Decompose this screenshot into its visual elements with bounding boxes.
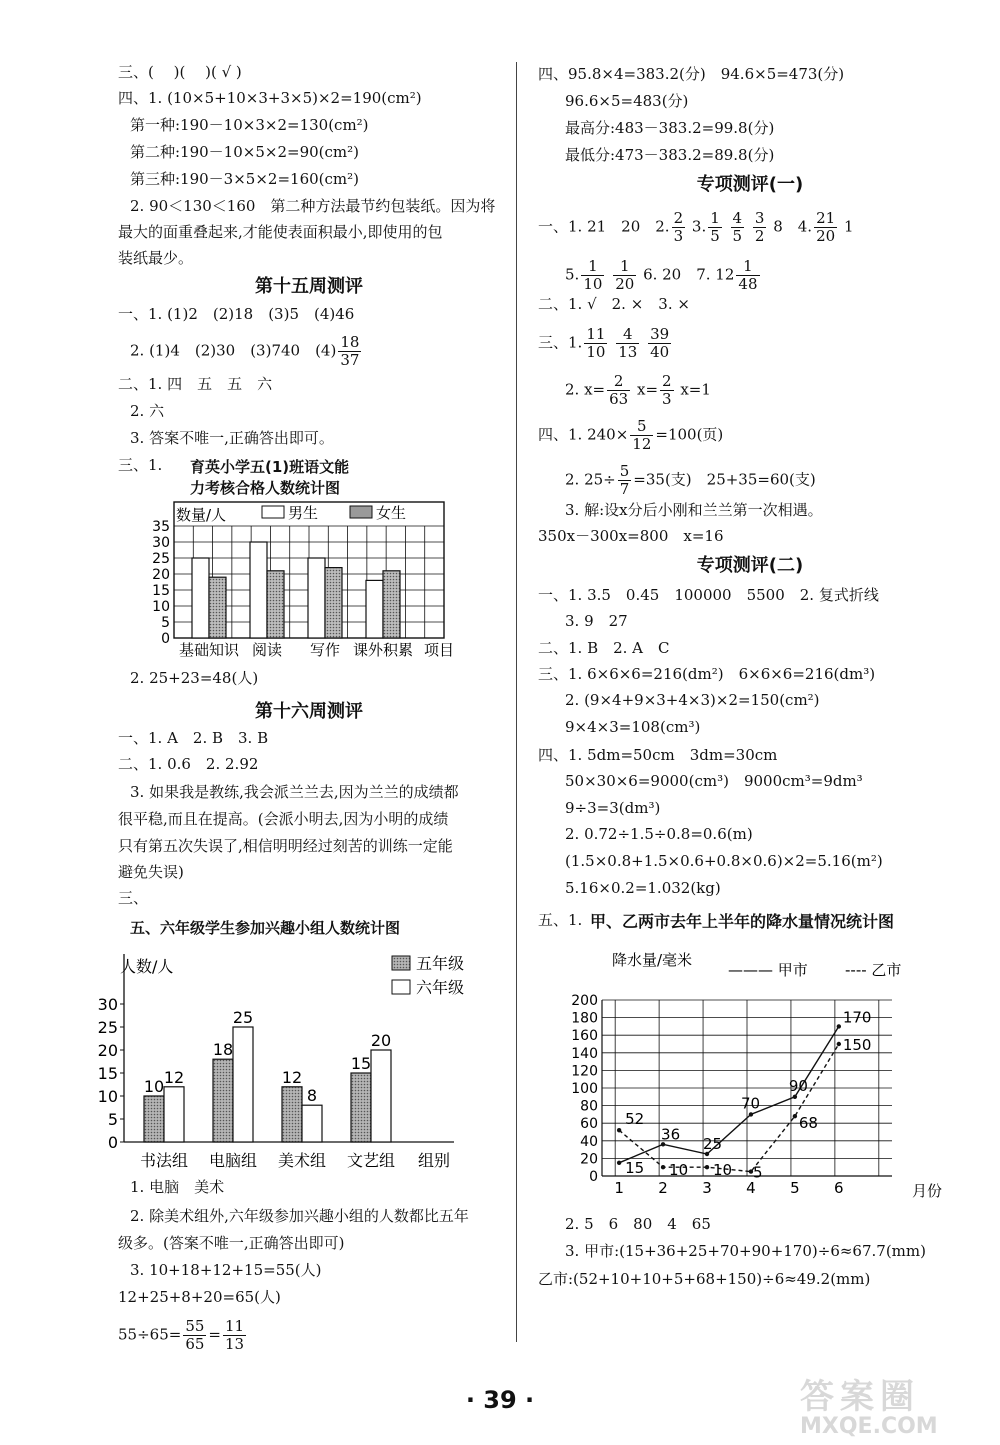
data-point xyxy=(837,1024,841,1028)
data-label: 10 xyxy=(143,1077,165,1096)
fraction: $\frac{21}{20}$ xyxy=(816,209,836,245)
answer-line: 三、( )( )( √ ) xyxy=(118,63,242,81)
answer-line: 三、1. xyxy=(118,456,163,474)
x-tick-label: 美术组 xyxy=(277,1151,327,1170)
answer-line: 2. 90＜130＜160 第二种方法最节约包装纸。因为将 xyxy=(130,197,496,215)
y-tick-label: 0 xyxy=(161,631,170,647)
legend-label: ——— 甲市 xyxy=(728,961,808,979)
data-point xyxy=(705,1165,709,1169)
data-point xyxy=(793,1095,797,1099)
data-label: 70 xyxy=(740,1094,761,1113)
y-tick-label: 30 xyxy=(152,535,170,551)
answer-line: 12+25+8+20=65(人) xyxy=(118,1288,281,1306)
answer-line: 3. 解:设x分后小刚和兰兰第一次相遇。 xyxy=(565,501,823,519)
answer-line: 3. 10+18+12+15=55(人) xyxy=(130,1261,322,1279)
y-tick-label: 60 xyxy=(580,1116,598,1133)
answer-line: 只有第五次失误了,相信明明经过刻苦的训练一定能 xyxy=(118,837,453,855)
answer-line: 级多。(答案不唯一,正确答出即可) xyxy=(118,1234,345,1252)
answer-line: 9÷3=3(dm³) xyxy=(565,799,661,817)
y-tick-label: 160 xyxy=(571,1028,598,1045)
y-tick-label: 5 xyxy=(107,1110,118,1129)
x-tick-label: 4 xyxy=(746,1179,756,1197)
data-label: 52 xyxy=(625,1110,645,1129)
y-axis-label: 数量/人 xyxy=(176,506,227,524)
y-tick-label: 25 xyxy=(152,551,170,567)
data-point xyxy=(617,1161,621,1165)
bar xyxy=(351,1073,371,1142)
data-label: 36 xyxy=(661,1125,681,1144)
x-tick-label: 课外积累 xyxy=(352,641,414,659)
x-tick-label: 写作 xyxy=(309,641,341,659)
data-label: 12 xyxy=(281,1067,303,1087)
bar xyxy=(325,568,342,638)
answer-line: 55÷65= $\frac{55}{65}$ = $\frac{11}{13}$ xyxy=(118,1317,245,1353)
legend-label: 五年级 xyxy=(416,954,465,973)
y-tick-label: 0 xyxy=(107,1133,118,1152)
data-label: 5 xyxy=(752,1163,763,1182)
answer-line: 四、1. 240× $\frac{5}{12}$ =100(页) xyxy=(538,417,724,453)
x-tick-label: 书法组 xyxy=(139,1151,189,1170)
answer-line: 2. 25+23=48(人) xyxy=(130,669,259,687)
answer-line: 避免失误) xyxy=(118,863,184,881)
data-point xyxy=(837,1042,841,1046)
y-tick-label: 20 xyxy=(152,567,170,583)
answer-line: 三、1. $\frac{11}{10}$ $\frac{4}{13}$ $\frac{39}{40}$ xyxy=(538,325,670,361)
fraction: $\frac{3}{2}$ xyxy=(754,209,765,245)
answer-line: 二、1. 四 五 五 六 xyxy=(118,375,273,393)
answer-line: 四、95.8×4=383.2(分) 94.6×5=473(分) xyxy=(538,65,845,83)
answer-line: 2. 25÷ $\frac{5}{7}$ =35(支) 25+35=60(支) xyxy=(565,462,816,498)
answer-line: 5. $\frac{1}{10}$ $\frac{1}{20}$ 6. 20 7. 12 $\frac{1}{48}$ xyxy=(565,257,758,293)
answer-line: 最高分:483－383.2=99.8(分) xyxy=(565,119,775,137)
data-point xyxy=(793,1114,797,1118)
answer-line: 2. x= $\frac{2}{63}$ x= $\frac{2}{3}$ x=1 xyxy=(565,372,711,408)
answer-line: 三、 xyxy=(118,889,149,907)
y-tick-label: 200 xyxy=(571,993,598,1009)
y-tick-label: 10 xyxy=(97,1087,118,1106)
data-point xyxy=(661,1165,665,1169)
answer-line: 第二种:190－10×5×2=90(cm²) xyxy=(130,143,359,161)
answer-line: 2. 除美术组外,六年级参加兴趣小组的人数都比五年 xyxy=(130,1207,469,1225)
data-label: 18 xyxy=(212,1040,234,1060)
bar xyxy=(250,542,267,638)
answer-line: 第三种:190－3×5×2=160(cm²) xyxy=(130,170,359,188)
chart-title: 育英小学五(1)班语文能 xyxy=(190,458,350,476)
legend-swatch-grade5 xyxy=(392,956,410,970)
fraction: $\frac{18}{37}$ xyxy=(340,333,360,369)
fraction: $\frac{2}{3}$ xyxy=(673,209,684,245)
fraction: $\frac{1}{20}$ xyxy=(615,257,635,293)
y-tick-label: 10 xyxy=(152,599,170,615)
fraction: $\frac{11}{13}$ xyxy=(224,1317,245,1353)
bar xyxy=(366,580,383,638)
answer-line: 2. 0.72÷1.5÷0.8=0.6(m) xyxy=(565,825,753,843)
y-tick-label: 100 xyxy=(571,1081,598,1097)
answer-line: 2. (1)4 (2)30 (3)740 (4) $\frac{18}{37}$ xyxy=(130,333,360,369)
fraction: $\frac{55}{65}$ xyxy=(185,1317,205,1353)
answer-line: 最低分:473－383.2=89.8(分) xyxy=(565,146,775,164)
legend-swatch-boys xyxy=(262,506,284,518)
y-axis-label: 人数/人 xyxy=(120,957,174,976)
x-axis-label: 项目 xyxy=(424,641,455,659)
data-label: 68 xyxy=(798,1114,818,1133)
bar xyxy=(308,558,325,638)
data-label: 90 xyxy=(788,1076,808,1095)
bar xyxy=(209,577,226,638)
data-label: 8 xyxy=(306,1086,318,1106)
legend-label: 六年级 xyxy=(416,978,465,997)
x-tick-label: 3 xyxy=(702,1179,712,1197)
chart-title: 五、六年级学生参加兴趣小组人数统计图 xyxy=(130,919,401,937)
y-tick-label: 40 xyxy=(580,1133,598,1150)
answer-line: 2. 六 xyxy=(130,402,165,420)
answer-line: 1. 电脑 美术 xyxy=(130,1178,225,1196)
bar-chart-language-test xyxy=(140,500,460,668)
answer-line: 2. 5 6 80 4 65 xyxy=(565,1215,711,1233)
answer-line: 五、1. xyxy=(538,911,583,929)
answer-line: 四、1. 5dm=50cm 3dm=30cm xyxy=(538,746,778,764)
section-heading-week16: 第十六周测评 xyxy=(255,701,363,722)
watermark-logo: 答案圈 MXQE.COM xyxy=(800,1377,938,1439)
answer-line: 二、1. 0.6 2. 2.92 xyxy=(118,755,259,773)
x-tick-label: 5 xyxy=(790,1179,800,1197)
bar-chart-interest-groups xyxy=(96,948,506,1174)
bar xyxy=(164,1087,184,1142)
answer-line: 一、1. A 2. B 3. B xyxy=(118,729,269,747)
answer-line: 9×4×3=108(cm³) xyxy=(565,718,701,736)
page-number: · 39 · xyxy=(465,1386,535,1414)
answer-line: 二、1. B 2. A C xyxy=(538,639,670,657)
bar xyxy=(267,571,284,638)
bar xyxy=(233,1027,253,1142)
answer-line: 四、1. (10×5+10×3+3×5)×2=190(cm²) xyxy=(118,89,422,107)
data-label: 25 xyxy=(232,1008,254,1027)
data-label: 25 xyxy=(703,1135,723,1153)
section-heading-special2: 专项测评(二) xyxy=(696,555,804,576)
data-label: 10 xyxy=(669,1161,689,1180)
bar xyxy=(371,1050,391,1142)
series-line xyxy=(619,1044,839,1172)
x-tick-label: 电脑组 xyxy=(208,1151,258,1170)
chart-title: 力考核合格人数统计图 xyxy=(190,479,341,497)
answer-line: 3. 答案不唯一,正确答出即可。 xyxy=(130,429,334,447)
x-tick-label: 阅读 xyxy=(251,641,283,659)
data-label: 15 xyxy=(625,1158,645,1177)
fraction: $\frac{1}{48}$ xyxy=(738,257,758,293)
answer-line: 50×30×6=9000(cm³) 9000cm³=9dm³ xyxy=(565,772,863,790)
data-label: 20 xyxy=(370,1031,392,1050)
answer-line: 350x－300x=800 x=16 xyxy=(538,527,724,545)
x-tick-label: 1 xyxy=(614,1179,624,1197)
legend-label: 男生 xyxy=(288,504,319,522)
answer-line: 最大的面重叠起来,才能使表面积最小,即使用的包 xyxy=(118,223,443,241)
y-tick-label: 15 xyxy=(152,583,170,599)
answer-line: 装纸最少。 xyxy=(118,249,194,267)
answer-line: 一、1. 3.5 0.45 100000 5500 2. 复式折线 xyxy=(538,586,879,604)
data-label: 10 xyxy=(713,1161,733,1180)
answer-line: 96.6×5=483(分) xyxy=(565,92,689,110)
data-label: 15 xyxy=(350,1054,372,1073)
x-tick-label: 基础知识 xyxy=(178,641,240,659)
y-tick-label: 15 xyxy=(97,1064,118,1083)
fraction: $\frac{1}{10}$ xyxy=(583,257,603,293)
bar xyxy=(192,558,209,638)
x-axis-label: 组别 xyxy=(417,1151,451,1170)
bar xyxy=(144,1096,164,1142)
fraction: $\frac{1}{5}$ xyxy=(710,209,720,245)
chart-title: 甲、乙两市去年上半年的降水量情况统计图 xyxy=(590,912,895,931)
bar xyxy=(282,1087,302,1142)
answer-line: 2. (9×4+9×3+4×3)×2=150(cm²) xyxy=(565,691,820,709)
y-tick-label: 80 xyxy=(580,1098,598,1115)
answer-line: 二、1. √ 2. × 3. × xyxy=(538,295,690,313)
legend-swatch-girls xyxy=(350,506,372,518)
bar xyxy=(213,1059,233,1142)
data-point xyxy=(617,1128,621,1132)
fraction: $\frac{5}{7}$ xyxy=(619,462,630,498)
data-label: 170 xyxy=(842,1008,872,1027)
fraction: $\frac{4}{13}$ xyxy=(618,325,638,361)
y-axis-label: 降水量/毫米 xyxy=(612,951,693,969)
x-tick-label: 文艺组 xyxy=(346,1151,396,1170)
answer-line: 一、1. (1)2 (2)18 (3)5 (4)46 xyxy=(118,305,355,323)
fraction: $\frac{2}{3}$ xyxy=(662,372,672,408)
y-tick-label: 35 xyxy=(152,519,170,535)
section-heading-special1: 专项测评(一) xyxy=(696,174,804,195)
fraction: $\frac{2}{63}$ xyxy=(609,372,629,408)
answer-line: 第一种:190－10×3×2=130(cm²) xyxy=(130,116,369,134)
legend-swatch-grade6 xyxy=(392,980,410,994)
y-tick-label: 20 xyxy=(580,1151,598,1168)
fraction: $\frac{5}{12}$ xyxy=(632,417,652,453)
y-tick-label: 120 xyxy=(571,1063,598,1080)
y-tick-label: 25 xyxy=(97,1018,118,1037)
y-tick-label: 0 xyxy=(589,1169,598,1185)
legend-label: ---- 乙市 xyxy=(845,961,902,979)
y-tick-label: 30 xyxy=(97,995,118,1014)
answer-line: 三、1. 6×6×6=216(dm²) 6×6×6=216(dm³) xyxy=(538,665,876,683)
column-divider xyxy=(516,62,517,1342)
x-axis-label: 月份 xyxy=(912,1182,943,1200)
answer-line: 很平稳,而且在提高。(会派小明去,因为小明的成绩 xyxy=(118,810,449,828)
answer-line: 3. 如果我是教练,我会派兰兰去,因为兰兰的成绩都 xyxy=(130,783,459,801)
answer-line: 3. 甲市:(15+36+25+70+90+170)÷6≈67.7(mm) xyxy=(565,1242,926,1260)
fraction: $\frac{11}{10}$ xyxy=(586,325,606,361)
y-tick-label: 180 xyxy=(571,1010,598,1027)
data-point xyxy=(749,1112,753,1116)
x-tick-label: 2 xyxy=(658,1179,668,1197)
fraction: $\frac{4}{5}$ xyxy=(732,209,743,245)
data-label: 12 xyxy=(163,1067,185,1087)
answer-line: 乙市:(52+10+10+5+68+150)÷6≈49.2(mm) xyxy=(538,1270,871,1288)
bar xyxy=(302,1105,322,1142)
answer-line: 3. 9 27 xyxy=(565,612,628,630)
x-tick-label: 6 xyxy=(834,1179,844,1197)
bar xyxy=(383,571,400,638)
y-tick-label: 20 xyxy=(97,1041,118,1060)
y-tick-label: 140 xyxy=(571,1045,598,1062)
section-heading-week15: 第十五周测评 xyxy=(255,276,363,297)
answer-line: 一、1. 21 20 2. $\frac{2}{3}$ 3. $\frac{1}{5}$ $\frac{4}{5}$ $\frac{3}{2}$ 8 4. $\frac{21}{20}$ 1 xyxy=(538,209,854,245)
answer-line: (1.5×0.8+1.5×0.6+0.8×0.6)×2=5.16(m²) xyxy=(565,852,883,870)
legend-label: 女生 xyxy=(376,504,407,522)
answer-line: 5.16×0.2=1.032(kg) xyxy=(565,879,721,897)
fraction: $\frac{39}{40}$ xyxy=(650,325,670,361)
line-chart-rainfall xyxy=(560,945,945,1205)
data-label: 150 xyxy=(842,1036,872,1054)
y-tick-label: 5 xyxy=(161,615,170,631)
